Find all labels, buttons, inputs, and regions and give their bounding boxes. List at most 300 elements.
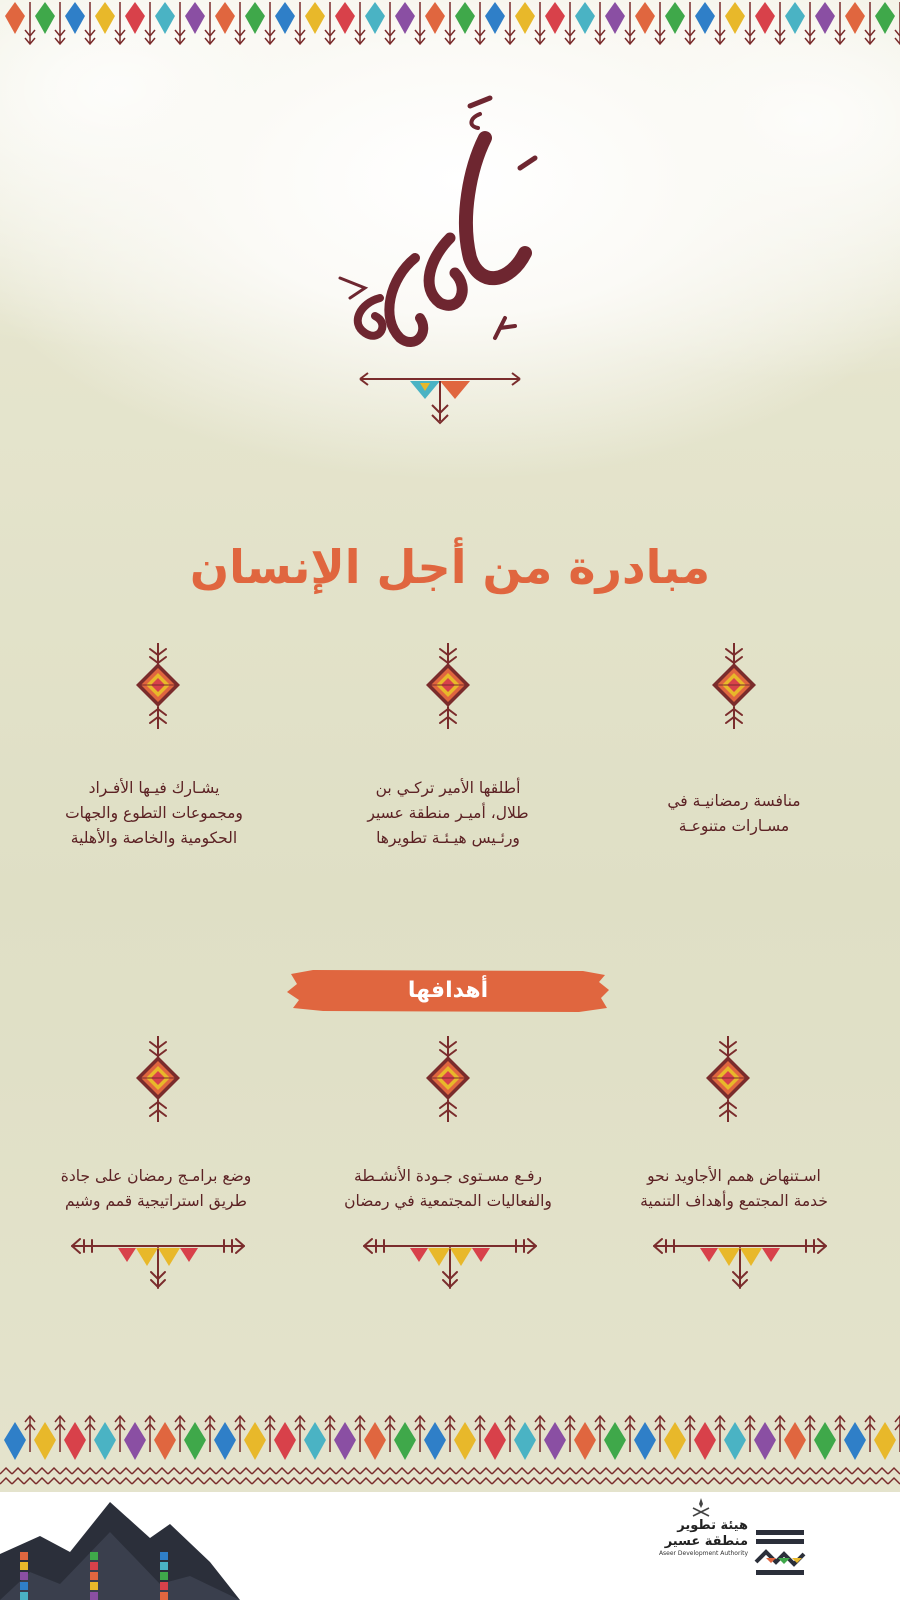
- sadu-diamond-icon: [700, 1036, 756, 1122]
- border-stem: [745, 2, 755, 44]
- border-zigzag: [360, 1478, 372, 1484]
- border-diamond: [5, 2, 25, 34]
- border-zigzag: [84, 1468, 96, 1474]
- border-stem: [655, 1416, 665, 1452]
- border-diamond: [545, 2, 565, 34]
- border-zigzag: [708, 1468, 720, 1474]
- border-zigzag: [120, 1478, 132, 1484]
- border-zigzag: [120, 1468, 132, 1474]
- border-zigzag: [528, 1468, 540, 1474]
- border-stem: [805, 1416, 815, 1452]
- border-diamond: [694, 1422, 716, 1460]
- border-zigzag: [0, 1478, 12, 1484]
- border-stem: [295, 2, 305, 44]
- border-diamond: [454, 1422, 476, 1460]
- border-zigzag: [156, 1468, 168, 1474]
- border-zigzag: [204, 1478, 216, 1484]
- border-zigzag: [264, 1468, 276, 1474]
- border-diamond: [605, 2, 625, 34]
- border-diamond: [35, 2, 55, 34]
- feature-competition: [614, 789, 854, 839]
- authority-line1: هيئة تطوير: [677, 1518, 748, 1533]
- feature-participants: [34, 776, 274, 851]
- feature-line: ورئـيس هيـئـة تطويرها: [376, 829, 520, 847]
- feature-line: ومجموعات التطوع والجهات: [65, 804, 243, 822]
- border-zigzag: [168, 1468, 180, 1474]
- border-zigzag: [60, 1478, 72, 1484]
- border-zigzag: [96, 1468, 108, 1474]
- border-zigzag: [84, 1478, 96, 1484]
- border-diamond: [634, 1422, 656, 1460]
- border-zigzag: [396, 1478, 408, 1484]
- border-zigzag: [756, 1478, 768, 1484]
- border-stem: [115, 2, 125, 44]
- border-zigzag: [228, 1468, 240, 1474]
- border-diamond: [574, 1422, 596, 1460]
- bottom-pattern-border: [0, 1412, 900, 1492]
- border-diamond: [334, 1422, 356, 1460]
- border-diamond: [125, 2, 145, 34]
- border-zigzag: [372, 1478, 384, 1484]
- border-zigzag: [732, 1478, 744, 1484]
- border-zigzag: [588, 1478, 600, 1484]
- border-zigzag: [60, 1468, 72, 1474]
- border-zigzag: [408, 1478, 420, 1484]
- mountain-tile: [160, 1552, 168, 1560]
- border-zigzag: [660, 1468, 672, 1474]
- border-zigzag: [360, 1468, 372, 1474]
- mountains-graphic: [0, 1492, 240, 1600]
- mountain-tile: [20, 1552, 28, 1560]
- border-stem: [715, 2, 725, 44]
- border-stem: [475, 1416, 485, 1452]
- border-stem: [445, 2, 455, 44]
- border-diamond: [814, 1422, 836, 1460]
- border-zigzag: [804, 1468, 816, 1474]
- border-stem: [145, 1416, 155, 1452]
- page-title: مبادرة من أجل الإنسان: [189, 540, 711, 594]
- border-diamond: [455, 2, 475, 34]
- sadu-diamond-icon: [706, 643, 762, 729]
- border-zigzag: [456, 1468, 468, 1474]
- border-zigzag: [276, 1478, 288, 1484]
- border-zigzag: [576, 1468, 588, 1474]
- border-zigzag: [804, 1478, 816, 1484]
- border-zigzag: [864, 1478, 876, 1484]
- border-stem: [625, 1416, 635, 1452]
- border-zigzag: [780, 1468, 792, 1474]
- border-diamond: [635, 2, 655, 34]
- sadu-diamond-icon: [420, 643, 476, 729]
- border-zigzag: [660, 1478, 672, 1484]
- border-zigzag: [852, 1478, 864, 1484]
- border-stem: [895, 1416, 900, 1452]
- border-zigzag: [312, 1468, 324, 1474]
- border-zigzag: [108, 1468, 120, 1474]
- border-zigzag: [444, 1478, 456, 1484]
- border-stem: [685, 1416, 695, 1452]
- border-diamond: [755, 2, 775, 34]
- border-zigzag: [180, 1478, 192, 1484]
- border-diamond: [215, 2, 235, 34]
- goal-line: وضع برامـج رمضان على جادة: [60, 1167, 252, 1185]
- border-stem: [505, 2, 515, 44]
- border-zigzag: [528, 1478, 540, 1484]
- border-zigzag: [324, 1478, 336, 1484]
- border-zigzag: [384, 1468, 396, 1474]
- border-diamond: [4, 1422, 26, 1460]
- border-zigzag: [588, 1468, 600, 1474]
- border-diamond: [665, 2, 685, 34]
- border-stem: [355, 2, 365, 44]
- border-zigzag: [516, 1468, 528, 1474]
- border-diamond: [274, 1422, 296, 1460]
- border-diamond: [364, 1422, 386, 1460]
- border-diamond: [425, 2, 445, 34]
- border-diamond: [214, 1422, 236, 1460]
- border-zigzag: [336, 1478, 348, 1484]
- saudi-emblem-icon: [690, 1496, 712, 1518]
- feature-line: طلال، أميـر منطقة عسير: [367, 804, 529, 822]
- border-zigzag: [288, 1478, 300, 1484]
- border-zigzag: [216, 1468, 228, 1474]
- border-zigzag: [240, 1478, 252, 1484]
- border-zigzag: [636, 1478, 648, 1484]
- border-stem: [835, 2, 845, 44]
- border-zigzag: [552, 1478, 564, 1484]
- border-diamond: [245, 2, 265, 34]
- border-zigzag: [192, 1468, 204, 1474]
- border-diamond: [874, 1422, 896, 1460]
- border-zigzag: [636, 1468, 648, 1474]
- goal-line: طريق استراتيجية قمم وشيم: [65, 1192, 247, 1210]
- border-zigzag: [720, 1478, 732, 1484]
- border-zigzag: [852, 1468, 864, 1474]
- border-zigzag: [0, 1468, 12, 1474]
- border-diamond: [335, 2, 355, 34]
- border-zigzag: [696, 1468, 708, 1474]
- border-stem: [565, 2, 575, 44]
- sadu-diamond-icon: [130, 643, 186, 729]
- border-zigzag: [276, 1468, 288, 1474]
- border-zigzag: [96, 1478, 108, 1484]
- border-zigzag: [600, 1478, 612, 1484]
- border-stem: [235, 2, 245, 44]
- border-stem: [265, 1416, 275, 1452]
- border-zigzag: [540, 1468, 552, 1474]
- border-diamond: [664, 1422, 686, 1460]
- border-zigzag: [876, 1478, 888, 1484]
- border-stem: [535, 2, 545, 44]
- border-diamond: [695, 2, 715, 34]
- border-zigzag: [576, 1478, 588, 1484]
- border-diamond: [185, 2, 205, 34]
- mountain-tile: [20, 1562, 28, 1570]
- sadu-arrow-divider-icon: [70, 1236, 246, 1290]
- border-zigzag: [768, 1478, 780, 1484]
- sadu-arrow-divider-icon: [652, 1236, 828, 1290]
- border-zigzag: [288, 1468, 300, 1474]
- authority-name: [650, 1518, 748, 1558]
- top-pattern-border: [0, 0, 900, 48]
- border-stem: [865, 1416, 875, 1452]
- border-stem: [85, 2, 95, 44]
- border-zigzag: [600, 1468, 612, 1474]
- border-zigzag: [840, 1468, 852, 1474]
- sadu-diamond-icon: [130, 1036, 186, 1122]
- border-stem: [655, 2, 665, 44]
- border-zigzag: [168, 1478, 180, 1484]
- border-diamond: [155, 2, 175, 34]
- border-zigzag: [732, 1468, 744, 1474]
- border-zigzag: [312, 1478, 324, 1484]
- border-diamond: [64, 1422, 86, 1460]
- sadu-arrow-divider-icon: [362, 1236, 538, 1290]
- border-stem: [145, 2, 155, 44]
- border-zigzag: [240, 1468, 252, 1474]
- mountain-tile: [20, 1582, 28, 1590]
- border-zigzag: [396, 1468, 408, 1474]
- mountain-tile: [90, 1582, 98, 1590]
- feature-line: يشـارك فيـها الأفـراد: [88, 779, 220, 797]
- border-zigzag: [336, 1468, 348, 1474]
- border-zigzag: [792, 1468, 804, 1474]
- border-zigzag: [48, 1468, 60, 1474]
- border-zigzag: [828, 1478, 840, 1484]
- authority-english: Aseer Development Authority: [658, 1550, 748, 1557]
- border-zigzag: [552, 1468, 564, 1474]
- border-zigzag: [780, 1478, 792, 1484]
- border-stem: [805, 2, 815, 44]
- border-stem: [415, 1416, 425, 1452]
- border-zigzag: [432, 1478, 444, 1484]
- border-zigzag: [300, 1478, 312, 1484]
- border-zigzag: [888, 1478, 900, 1484]
- border-stem: [235, 1416, 245, 1452]
- mountain-tile: [90, 1592, 98, 1600]
- goal-item: [16, 1164, 296, 1214]
- border-diamond: [725, 2, 745, 34]
- mountain-tile: [90, 1552, 98, 1560]
- border-zigzag: [744, 1478, 756, 1484]
- mountain-tile: [160, 1562, 168, 1570]
- border-stem: [205, 1416, 215, 1452]
- border-stem: [55, 2, 65, 44]
- border-zigzag: [492, 1468, 504, 1474]
- border-zigzag: [72, 1468, 84, 1474]
- border-zigzag: [468, 1468, 480, 1474]
- border-zigzag: [564, 1478, 576, 1484]
- border-diamond: [845, 2, 865, 34]
- mountain-tile: [20, 1592, 28, 1600]
- border-stem: [385, 2, 395, 44]
- border-zigzag: [624, 1478, 636, 1484]
- border-zigzag: [72, 1478, 84, 1484]
- border-zigzag: [252, 1478, 264, 1484]
- border-stem: [715, 1416, 725, 1452]
- border-zigzag: [756, 1468, 768, 1474]
- feature-line: مسـارات متنوعـة: [678, 817, 790, 835]
- border-zigzag: [684, 1468, 696, 1474]
- border-zigzag: [540, 1478, 552, 1484]
- border-stem: [325, 2, 335, 44]
- mountain-tile: [160, 1592, 168, 1600]
- border-diamond: [514, 1422, 536, 1460]
- border-diamond: [395, 2, 415, 34]
- border-zigzag: [156, 1478, 168, 1484]
- aseer-authority-logo: [754, 1528, 806, 1578]
- border-zigzag: [132, 1478, 144, 1484]
- feature-launch: [328, 776, 568, 851]
- mountain-tile: [160, 1572, 168, 1580]
- border-diamond: [154, 1422, 176, 1460]
- border-diamond: [424, 1422, 446, 1460]
- border-zigzag: [792, 1478, 804, 1484]
- border-diamond: [484, 1422, 506, 1460]
- border-stem: [445, 1416, 455, 1452]
- border-zigzag: [48, 1478, 60, 1484]
- border-diamond: [544, 1422, 566, 1460]
- border-zigzag: [468, 1478, 480, 1484]
- border-stem: [865, 2, 875, 44]
- border-zigzag: [408, 1468, 420, 1474]
- border-zigzag: [720, 1468, 732, 1474]
- border-diamond: [94, 1422, 116, 1460]
- border-stem: [85, 1416, 95, 1452]
- border-stem: [325, 1416, 335, 1452]
- border-zigzag: [744, 1468, 756, 1474]
- border-stem: [685, 2, 695, 44]
- goal-line: رفـع مسـتوى جـودة الأنشـطة: [354, 1167, 542, 1185]
- border-diamond: [65, 2, 85, 34]
- border-stem: [295, 1416, 305, 1452]
- border-zigzag: [372, 1468, 384, 1474]
- border-diamond: [124, 1422, 146, 1460]
- goal-item: [594, 1164, 874, 1214]
- border-zigzag: [864, 1468, 876, 1474]
- border-diamond: [304, 1422, 326, 1460]
- border-zigzag: [504, 1478, 516, 1484]
- border-zigzag: [564, 1468, 576, 1474]
- sadu-diamond-icon: [420, 1036, 476, 1122]
- mountain-tile: [90, 1562, 98, 1570]
- border-zigzag: [648, 1468, 660, 1474]
- goals-heading: أهدافها: [407, 978, 489, 1003]
- feature-line: أطلقها الأمير تركـي بن: [375, 779, 521, 797]
- border-stem: [535, 1416, 545, 1452]
- border-stem: [775, 2, 785, 44]
- border-diamond: [365, 2, 385, 34]
- border-zigzag: [672, 1478, 684, 1484]
- border-stem: [355, 1416, 365, 1452]
- border-zigzag: [132, 1468, 144, 1474]
- border-stem: [385, 1416, 395, 1452]
- border-stem: [835, 1416, 845, 1452]
- border-zigzag: [480, 1468, 492, 1474]
- border-zigzag: [12, 1478, 24, 1484]
- border-zigzag: [708, 1478, 720, 1484]
- border-stem: [415, 2, 425, 44]
- border-stem: [115, 1416, 125, 1452]
- border-zigzag: [444, 1468, 456, 1474]
- border-diamond: [244, 1422, 266, 1460]
- border-diamond: [844, 1422, 866, 1460]
- border-zigzag: [876, 1468, 888, 1474]
- border-zigzag: [816, 1478, 828, 1484]
- border-zigzag: [504, 1468, 516, 1474]
- border-zigzag: [624, 1468, 636, 1474]
- border-zigzag: [648, 1478, 660, 1484]
- border-diamond: [785, 2, 805, 34]
- border-diamond: [875, 2, 895, 34]
- border-diamond: [95, 2, 115, 34]
- border-zigzag: [612, 1468, 624, 1474]
- border-zigzag: [216, 1478, 228, 1484]
- border-zigzag: [840, 1478, 852, 1484]
- border-stem: [25, 1416, 35, 1452]
- border-zigzag: [432, 1468, 444, 1474]
- border-zigzag: [204, 1468, 216, 1474]
- border-stem: [595, 2, 605, 44]
- border-stem: [205, 2, 215, 44]
- border-stem: [595, 1416, 605, 1452]
- feature-line: منافسة رمضانيـة في: [667, 792, 801, 810]
- border-stem: [475, 2, 485, 44]
- border-zigzag: [672, 1468, 684, 1474]
- border-zigzag: [228, 1478, 240, 1484]
- border-zigzag: [420, 1478, 432, 1484]
- border-stem: [775, 1416, 785, 1452]
- border-zigzag: [24, 1478, 36, 1484]
- border-stem: [745, 1416, 755, 1452]
- border-diamond: [604, 1422, 626, 1460]
- mountain-tile: [90, 1572, 98, 1580]
- border-zigzag: [420, 1468, 432, 1474]
- border-stem: [25, 2, 35, 44]
- border-zigzag: [684, 1478, 696, 1484]
- border-zigzag: [888, 1468, 900, 1474]
- border-zigzag: [144, 1468, 156, 1474]
- border-stem: [505, 1416, 515, 1452]
- border-zigzag: [828, 1468, 840, 1474]
- border-zigzag: [180, 1468, 192, 1474]
- border-zigzag: [144, 1478, 156, 1484]
- border-zigzag: [456, 1478, 468, 1484]
- border-zigzag: [492, 1478, 504, 1484]
- border-zigzag: [516, 1478, 528, 1484]
- mountain-tile: [160, 1582, 168, 1590]
- border-zigzag: [348, 1478, 360, 1484]
- border-zigzag: [252, 1468, 264, 1474]
- border-zigzag: [348, 1468, 360, 1474]
- border-zigzag: [192, 1478, 204, 1484]
- border-stem: [55, 1416, 65, 1452]
- border-zigzag: [300, 1468, 312, 1474]
- border-diamond: [34, 1422, 56, 1460]
- border-zigzag: [696, 1478, 708, 1484]
- border-zigzag: [816, 1468, 828, 1474]
- goal-line: خدمة المجتمع وأهداف التنمية: [640, 1192, 828, 1210]
- border-zigzag: [612, 1478, 624, 1484]
- border-zigzag: [264, 1478, 276, 1484]
- goal-line: والفعاليات المجتمعية في رمضان: [344, 1192, 552, 1210]
- border-zigzag: [108, 1478, 120, 1484]
- border-diamond: [485, 2, 505, 34]
- border-diamond: [575, 2, 595, 34]
- border-zigzag: [12, 1468, 24, 1474]
- feature-line: الحكومية والخاصة والأهلية: [70, 829, 238, 847]
- border-diamond: [515, 2, 535, 34]
